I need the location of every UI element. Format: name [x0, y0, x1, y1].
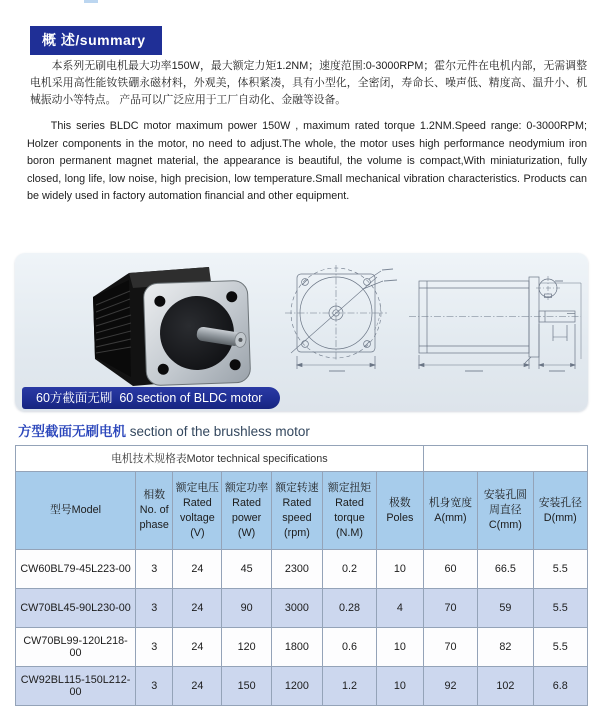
side-view-dimension-drawing [407, 263, 587, 381]
spec-header-row [16, 472, 588, 550]
value-cell: 70 [423, 589, 477, 628]
value-cell: 1200 [271, 667, 322, 706]
table-row [16, 589, 588, 628]
summary-paragraph-en: This series BLDC motor maximum power 150W , maximum rated torque 1.2NM.Speed range: 0-3000RPM; Holzer components in the motor, no need to adjust.The whole, the motor uses high performance neodymium iron boron permanent magnet material, the appearance is beautiful, the volume is compact,With miniaturization, fully closed, long life, low noise, high precision, low temperature.Small mechanical vibration characteristics. Products can be widely used in factory automation financial and other equipment. [27, 120, 587, 203]
value-cell: 82 [478, 628, 533, 667]
table-row [16, 550, 588, 589]
table-caption-row [16, 446, 588, 472]
value-cell: 70 [423, 628, 477, 667]
value-cell: 1.2 [323, 667, 377, 706]
table-row [16, 628, 588, 667]
column-header: 额定转速 Rated speed (rpm) [271, 472, 322, 550]
value-cell: 10 [376, 628, 423, 667]
value-cell: 92 [423, 667, 477, 706]
value-cell: 5.5 [533, 628, 587, 667]
value-cell: 4 [376, 589, 423, 628]
value-cell: 1800 [271, 628, 322, 667]
column-header: 机身宽度 A(mm) [423, 472, 477, 550]
column-header: 额定电压 Rated voltage (V) [173, 472, 222, 550]
value-cell: 3000 [271, 589, 322, 628]
value-cell: 59 [478, 589, 533, 628]
column-header: 型号Model [16, 472, 136, 550]
value-cell: 6.8 [533, 667, 587, 706]
value-cell: 66.5 [478, 550, 533, 589]
column-header: 相数 No. of phase [136, 472, 173, 550]
summary-paragraph-cn: 本系列无刷电机最大功率150W，最大额定力矩1.2NM；速度范围:0-3000RPM；霍尔元件在电机内部，无需调整电机采用高性能钕铁硼永磁材料，外观美，体积紧凑，具有小型化，全密闭，寿命长、噪声低、精度高、温升小、机械振动小等特点。 产品可以广泛应用于工厂自动化、金融等设备。 [30, 60, 587, 106]
value-cell: 3 [136, 589, 173, 628]
spec-table-wrap [15, 445, 588, 706]
section-title-en: section of the brushless motor [126, 424, 310, 439]
section-title-cn: 方型截面无刷电机 [18, 424, 126, 439]
value-cell: 2300 [271, 550, 322, 589]
value-cell: 24 [173, 550, 222, 589]
column-header: 安装孔径 D(mm) [533, 472, 587, 550]
value-cell: 3 [136, 667, 173, 706]
column-header: 安装孔圆 周直径 C(mm) [478, 472, 533, 550]
spec-table [15, 445, 588, 706]
model-cell: CW70BL45-90L230-00 [16, 589, 136, 628]
column-header: 额定扭矩 Rated torque (N.M) [323, 472, 377, 550]
model-cell: CW60BL79-45L223-00 [16, 550, 136, 589]
column-header: 极数 Poles [376, 472, 423, 550]
value-cell: 0.28 [323, 589, 377, 628]
summary-banner: 概 述/summary [30, 26, 162, 55]
table-row [16, 667, 588, 706]
table-caption: 电机技术规格表Motor technical specifications [16, 446, 424, 472]
spec-table-body [16, 550, 588, 706]
value-cell: 0.6 [323, 628, 377, 667]
bldc-motor-photo [57, 255, 269, 393]
value-cell: 24 [173, 667, 222, 706]
model-cell: CW92BL115-150L212-00 [16, 667, 136, 706]
value-cell: 60 [423, 550, 477, 589]
value-cell: 3 [136, 550, 173, 589]
value-cell: 90 [222, 589, 271, 628]
value-cell: 150 [222, 667, 271, 706]
value-cell: 24 [173, 589, 222, 628]
value-cell: 5.5 [533, 550, 587, 589]
value-cell: 10 [376, 667, 423, 706]
value-cell: 24 [173, 628, 222, 667]
scan-artifact [84, 0, 98, 3]
value-cell: 102 [478, 667, 533, 706]
table-caption-empty-cell [423, 446, 587, 472]
value-cell: 45 [222, 550, 271, 589]
section-title [18, 420, 310, 440]
column-header: 额定功率 Rated power (W) [222, 472, 271, 550]
figure-caption-badge: 60方截面无刷 60 section of BLDC motor [22, 387, 280, 409]
value-cell: 10 [376, 550, 423, 589]
value-cell: 3 [136, 628, 173, 667]
value-cell: 0.2 [323, 550, 377, 589]
model-cell: CW70BL99-120L218-00 [16, 628, 136, 667]
value-cell: 120 [222, 628, 271, 667]
figure-panel [15, 253, 588, 411]
value-cell: 5.5 [533, 589, 587, 628]
front-view-dimension-drawing [277, 263, 405, 381]
